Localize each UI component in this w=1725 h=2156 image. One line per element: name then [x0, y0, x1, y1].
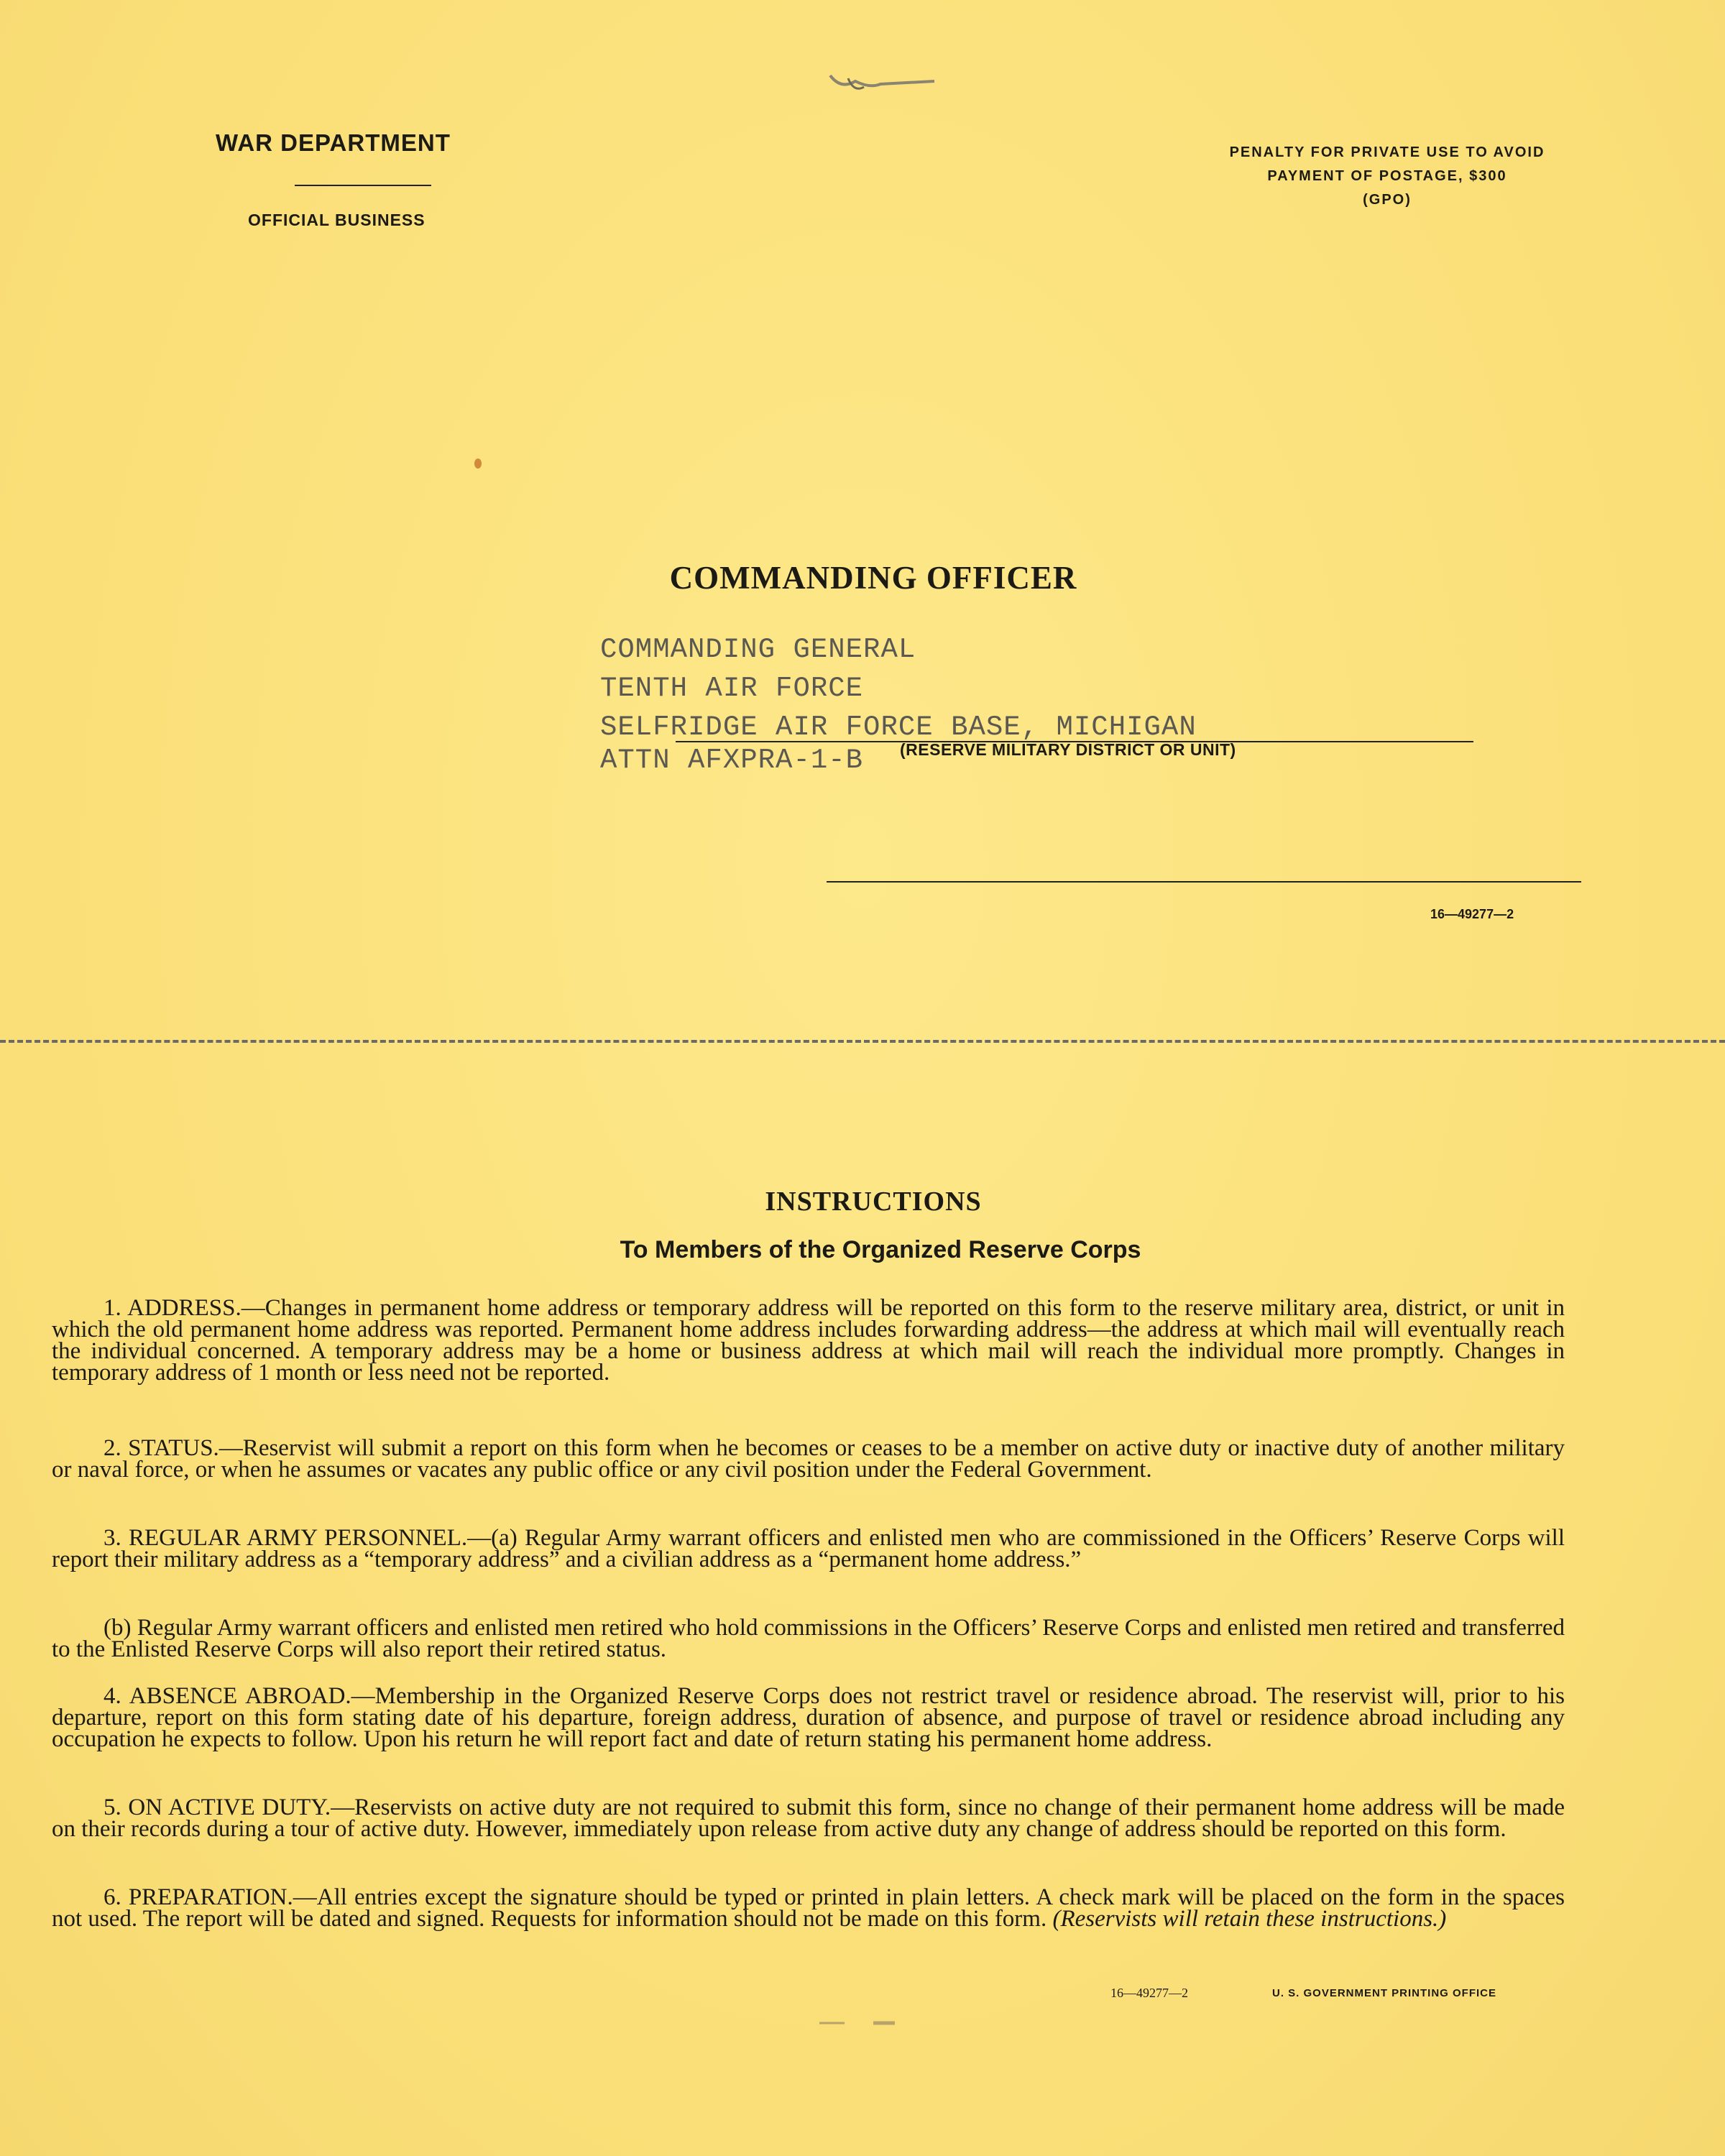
penalty-line: PENALTY FOR PRIVATE USE TO AVOID [1229, 144, 1545, 160]
typed-attention-line: ATTN AFXPRA-1-B [600, 745, 864, 776]
footer-form-number: 16—49277—2 [1110, 1986, 1188, 2000]
staple-mark-top [827, 68, 942, 97]
paragraph-text: 6. PREPARATION.—All entries except the signature should be typed or printed in plain letters. A check mark will be placed on the form in the spaces not used. The report will be dated and signed. Requests for information should not be made on this form. [52, 1884, 1565, 1932]
instructions-subtitle: To Members of the Organized Reserve Corps [620, 1236, 1141, 1263]
instruction-paragraph [52, 1886, 1565, 1930]
instruction-paragraph: (b) Regular Army warrant officers and enlisted men retired who hold commissions in the Officers’ Reserve Corps and enlisted men retired and transferred to the Enlisted Reserve Corps will also report their retired status. [52, 1615, 1565, 1662]
typed-address-line: TENTH AIR FORCE [600, 673, 864, 704]
instruction-paragraph: 1. ADDRESS.—Changes in permanent home address or temporary address will be reported on this form to the reserve military area, district, or unit in which the old permanent home address was reported. Permanent home address includes forwarding address—the address at which mail will eventually reach the individual concerned. A temporary address may be a home or business address at which mail will reach the individual more promptly. Changes in temporary address of 1 month or less need not be reported. [52, 1295, 1565, 1386]
retain-instructions-note: (Reservists will retain these instructions.) [1052, 1906, 1447, 1932]
staple-mark-bottom [812, 2016, 927, 2030]
penalty-line: (GPO) [1363, 192, 1412, 208]
address-field-line [827, 881, 1581, 883]
perforation-line [0, 1040, 1725, 1043]
official-business-label: OFFICIAL BUSINESS [248, 211, 426, 229]
instruction-paragraph: 3. REGULAR ARMY PERSONNEL.—(a) Regular Army warrant officers and enlisted men who are commissioned in the Officers’ Reserve Corps will report their military address as a “temporary address” and a civilian address as a “permanent home address.” [52, 1525, 1565, 1572]
penalty-line: PAYMENT OF POSTAGE, $300 [1267, 168, 1507, 184]
address-field-label: (RESERVE MILITARY DISTRICT OR UNIT) [900, 740, 1236, 759]
addressee-title: COMMANDING OFFICER [669, 560, 1077, 596]
penalty-notice [1179, 141, 1596, 212]
sender-divider [295, 185, 431, 186]
typed-address-line: SELFRIDGE AIR FORCE BASE, MICHIGAN [600, 711, 1197, 743]
instruction-paragraph: 4. ABSENCE ABROAD.—Membership in the Organized Reserve Corps does not restrict travel or residence abroad. The reservist will, prior to his departure, report on this form stating date of his departure, foreign address, duration of absence, and purpose of travel or residence abroad including any occupation he expects to follow. Upon his return he will report fact and date of return stating his permanent home address. [52, 1683, 1565, 1752]
sender-heading: WAR DEPARTMENT [216, 129, 451, 156]
instruction-paragraph: 5. ON ACTIVE DUTY.—Reservists on active duty are not required to submit this form, since no change of their permanent home address will be made on their records during a tour of active duty. However, immediately upon release from active duty any change of address should be reported on this form. [52, 1795, 1565, 1842]
typed-address-line: COMMANDING GENERAL [600, 634, 916, 665]
printer-imprint: U. S. GOVERNMENT PRINTING OFFICE [1272, 1987, 1497, 1999]
paper-stain [474, 459, 482, 469]
instructions-title: INSTRUCTIONS [765, 1187, 982, 1217]
instruction-paragraph: 2. STATUS.—Reservist will submit a report on this form when he becomes or ceases to be a member on active duty or inactive duty of another military or naval force, or when he assumes or vacates any public office or any civil position under the Federal Government. [52, 1435, 1565, 1483]
form-number: 16—49277—2 [1430, 907, 1514, 921]
